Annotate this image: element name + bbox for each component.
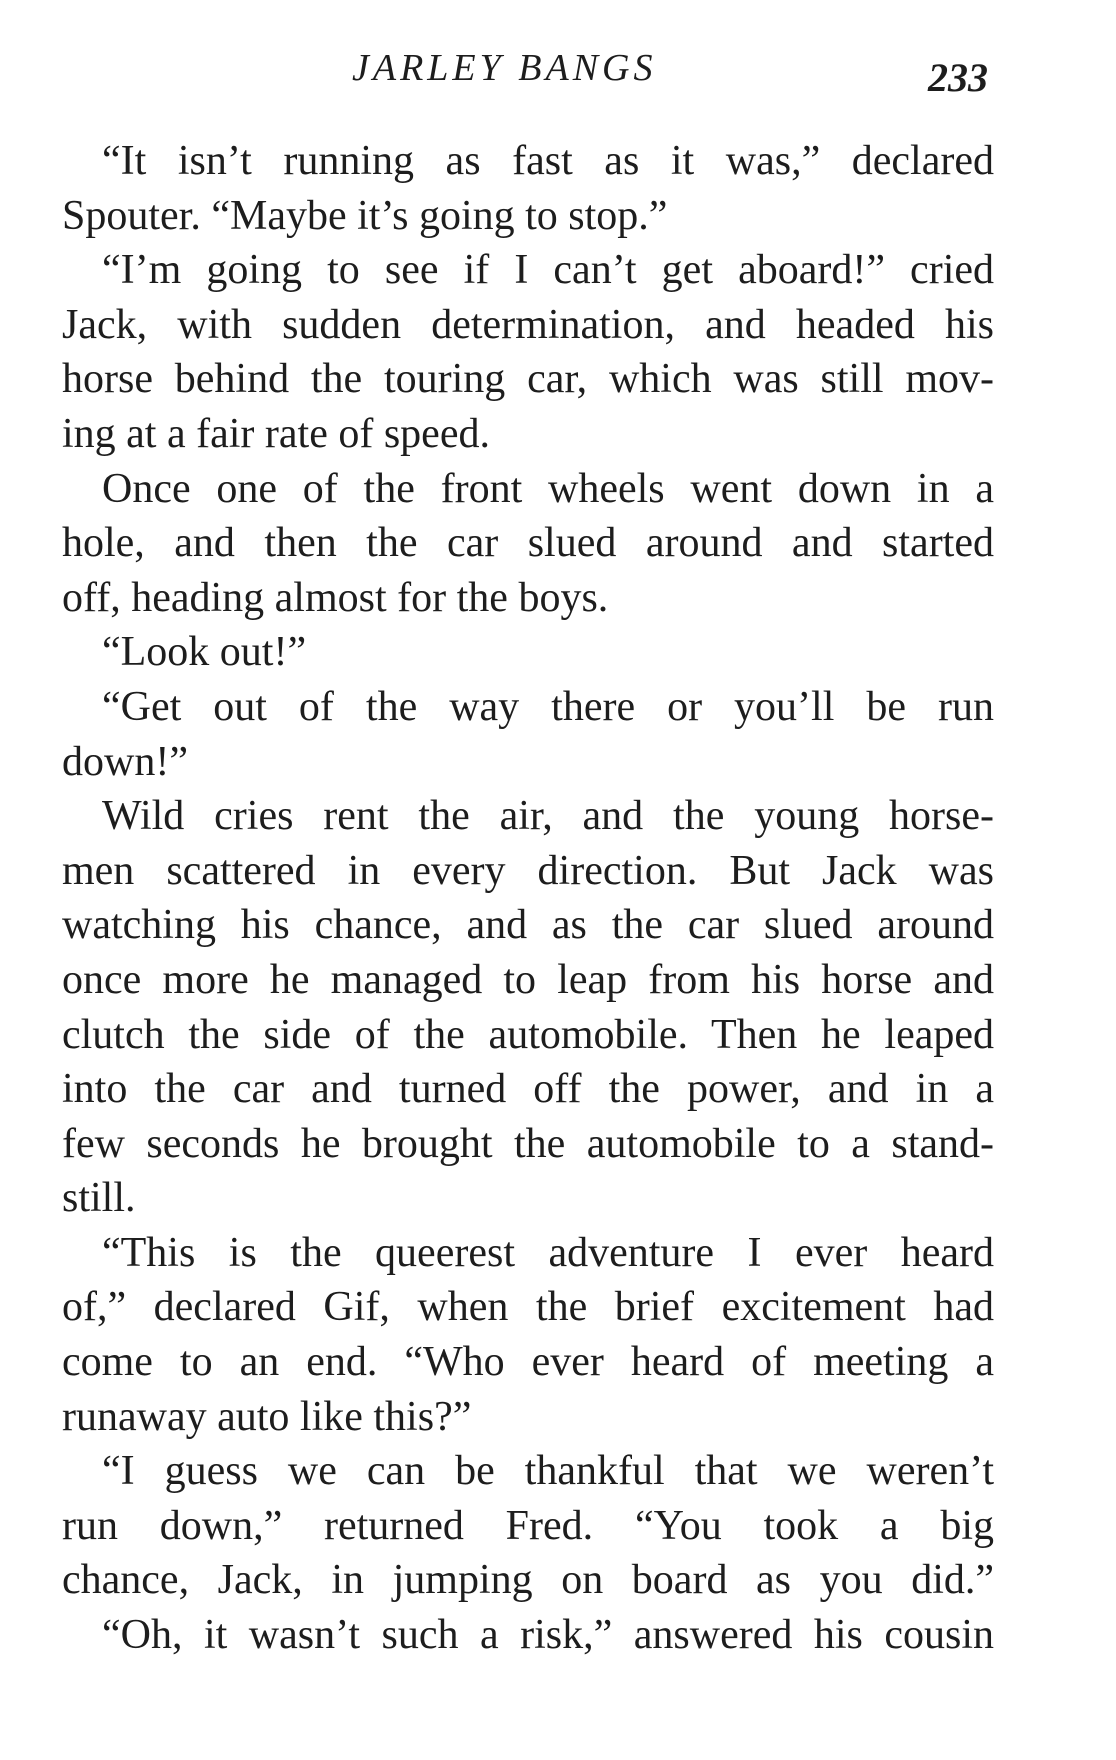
running-title: JARLEY BANGS	[352, 47, 657, 89]
text-line: watching his chance, and as the car slued around	[62, 902, 994, 949]
text-line: once more he managed to leap from his horse and	[62, 956, 994, 1003]
text-line: Wild cries rent the air, and the young horse-	[102, 793, 994, 840]
text-line: ing at a fair rate of speed.	[62, 410, 490, 457]
text-line: “I guess we can be thankful that we weren’t	[102, 1448, 994, 1495]
text-line: Once one of the front wheels went down in a	[102, 465, 994, 512]
text-line: down!”	[62, 738, 188, 785]
text-line: “It isn’t running as fast as it was,” declared	[102, 138, 994, 184]
text-line: chance, Jack, in jumping on board as you did.”	[62, 1557, 994, 1604]
body-text	[62, 134, 994, 1663]
text-line: of,” declared Gif, when the brief excitement had	[62, 1284, 994, 1331]
text-line: off, heading almost for the boys.	[62, 574, 609, 621]
text-line: Jack, with sudden determination, and headed his	[62, 301, 994, 348]
running-head	[0, 40, 1116, 100]
text-line: “Oh, it wasn’t such a risk,” answered his cousin	[102, 1612, 994, 1659]
text-line: “This is the queerest adventure I ever heard	[102, 1229, 994, 1276]
text-line: runaway auto like this?”	[62, 1393, 472, 1440]
text-line: Spouter. “Maybe it’s going to stop.”	[62, 192, 668, 239]
page-number: 233	[928, 55, 988, 100]
text-line: run down,” returned Fred. “You took a big	[62, 1502, 994, 1549]
text-line: “I’m going to see if I can’t get aboard!” cried	[102, 247, 994, 294]
text-line: come to an end. “Who ever heard of meeting a	[62, 1339, 994, 1386]
text-line: hole, and then the car slued around and started	[62, 520, 994, 567]
text-line: few seconds he brought the automobile to a stand-	[62, 1120, 994, 1167]
text-line: “Look out!”	[102, 629, 307, 676]
text-line: horse behind the touring car, which was still mov-	[62, 356, 994, 403]
text-line: clutch the side of the automobile. Then he leaped	[62, 1011, 994, 1058]
text-line: still.	[62, 1175, 136, 1222]
text-line: into the car and turned off the power, and in a	[62, 1066, 994, 1113]
text-line: “Get out of the way there or you’ll be run	[102, 683, 994, 730]
text-line: men scattered in every direction. But Jack was	[62, 847, 994, 894]
